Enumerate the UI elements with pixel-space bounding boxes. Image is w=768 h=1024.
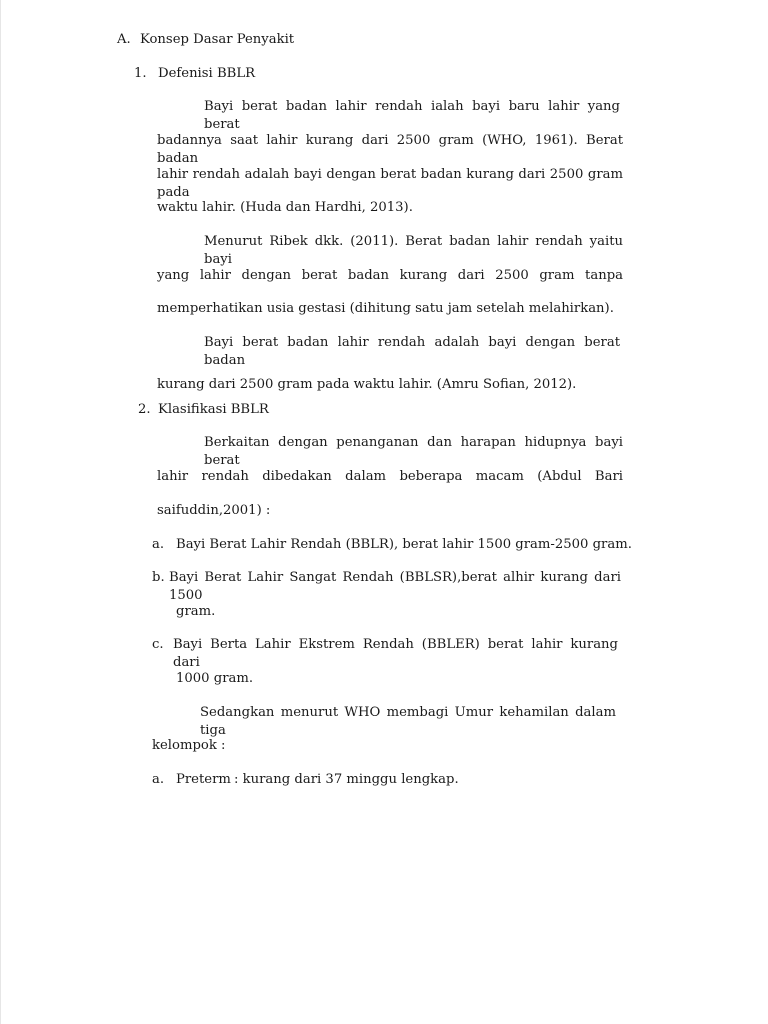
sub2-item-c-line-2: 1000 gram. [176, 671, 254, 686]
sub2-who-line-1: Sedangkan menurut WHO membagi Umur kehamilan dalam tiga [200, 705, 616, 738]
sub1-title: Defenisi BBLR [158, 66, 256, 81]
sub1-p3-line-1: Bayi berat badan lahir rendah adalah bayi dengan berat badan [204, 335, 620, 368]
sub2-item-c-marker: c. [152, 637, 164, 652]
sub1-p2-line-1: Menurut Ribek dkk. (2011). Berat badan lahir rendah yaitu bayi [204, 234, 623, 267]
sub2-marker: 2. [138, 402, 151, 417]
who-item-a-label: Preterm [176, 772, 231, 787]
sub2-who-line-2: kelompok : [152, 738, 226, 753]
sub1-p1-line-4: waktu lahir. (Huda dan Hardhi, 2013). [157, 200, 413, 215]
sub2-intro-line-2: lahir rendah dibedakan dalam beberapa macam (Abdul Bari [157, 469, 623, 484]
sub2-item-b-line-2: gram. [176, 604, 216, 619]
who-item-a-text: : kurang dari 37 minggu lengkap. [234, 772, 459, 787]
sub1-marker: 1. [134, 66, 147, 81]
sub2-item-b-line-1: Bayi Berat Lahir Sangat Rendah (BBLSR),berat alhir kurang dari 1500 [169, 570, 621, 603]
sub2-title: Klasifikasi BBLR [158, 402, 269, 417]
section-a-title: Konsep Dasar Penyakit [140, 32, 295, 47]
sub1-p1-line-1: Bayi berat badan lahir rendah ialah bayi baru lahir yang berat [204, 99, 620, 132]
sub2-intro-line-3: saifuddin,2001) : [157, 503, 271, 518]
sub2-item-a-line-1: Bayi Berat Lahir Rendah (BBLR), berat lahir 1500 gram-2500 gram. [176, 537, 632, 552]
sub2-item-c-line-1: Bayi Berta Lahir Ekstrem Rendah (BBLER) berat lahir kurang dari [173, 637, 618, 670]
sub1-p1-line-2: badannya saat lahir kurang dari 2500 gram (WHO, 1961). Berat badan [157, 133, 623, 166]
sub1-p1-line-3: lahir rendah adalah bayi dengan berat badan kurang dari 2500 gram pada [157, 167, 623, 200]
sub2-item-b-marker: b. [152, 570, 165, 585]
sub1-p2-line-3: memperhatikan usia gestasi (dihitung satu jam setelah melahirkan). [157, 301, 614, 316]
sub2-intro-line-1: Berkaitan dengan penanganan dan harapan hidupnya bayi berat [204, 435, 623, 468]
sub1-p2-line-2: yang lahir dengan berat badan kurang dari 2500 gram tanpa [157, 268, 623, 283]
who-item-a-marker: a. [152, 772, 165, 787]
sub2-item-a-marker: a. [152, 537, 165, 552]
sub1-p3-line-2: kurang dari 2500 gram pada waktu lahir. (Amru Sofian, 2012). [157, 377, 577, 392]
section-a-marker: A. [117, 32, 131, 47]
